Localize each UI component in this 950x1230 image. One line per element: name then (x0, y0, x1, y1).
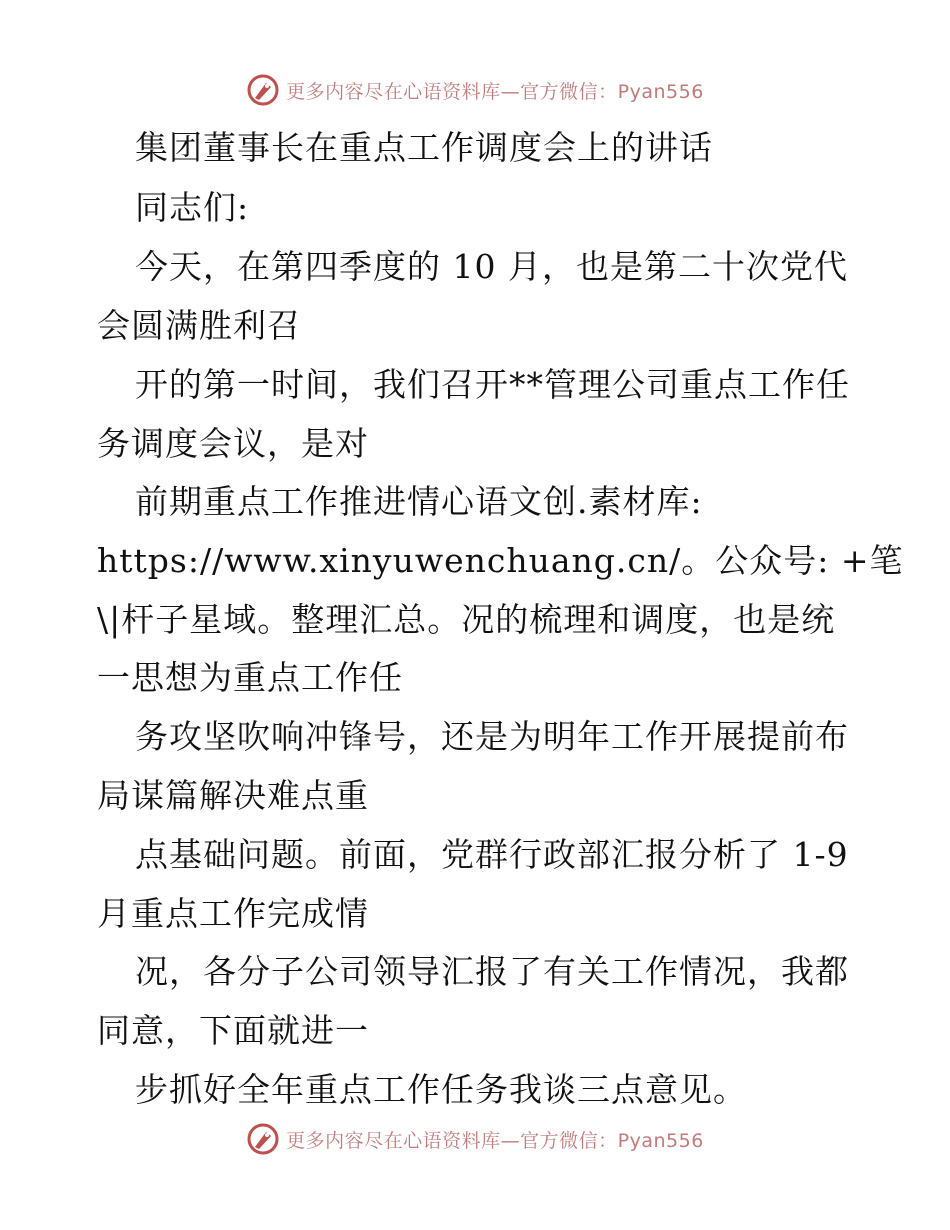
salutation: 同志们: (135, 188, 250, 227)
paragraph-line: 前期重点工作推进情心语文创.素材库: (135, 482, 703, 521)
pen-nib-circle-icon (246, 1122, 280, 1156)
paragraph-line: 点基础问题。前面，党群行政部汇报分析了 1-9 (135, 835, 849, 874)
watermark-text: 更多内容尽在心语资料库—官方微信：Pyan556 (286, 80, 704, 103)
paragraph-line: 开的第一时间，我们召开**管理公司重点工作任 (135, 365, 850, 404)
paragraph-line: 同意，下面就进一 (97, 1011, 369, 1050)
pen-nib-circle-icon (246, 73, 280, 107)
paragraph-line: 务攻坚吹响冲锋号，还是为明年工作开展提前布 (135, 717, 849, 756)
document-title: 集团董事长在重点工作调度会上的讲话 (135, 128, 713, 167)
paragraph-line: \|杆子星域。整理汇总。况的梳理和调度，也是统 (97, 600, 836, 639)
paragraph-line: 务调度会议，是对 (97, 424, 369, 463)
paragraph-line: 月重点工作完成情 (97, 894, 369, 933)
paragraph-line: 会圆满胜利召 (97, 306, 301, 345)
header-watermark (0, 70, 950, 110)
paragraph-line: 况，各分子公司领导汇报了有关工作情况，我都 (135, 952, 849, 991)
paragraph-line: 今天，在第四季度的 10 月，也是第二十次党代 (135, 247, 848, 286)
watermark-text: 更多内容尽在心语资料库—官方微信：Pyan556 (286, 1129, 704, 1152)
paragraph-line: 一思想为重点工作任 (97, 658, 403, 697)
footer-watermark (0, 1119, 950, 1159)
paragraph-line: https://www.xinyuwenchuang.cn/。公众号: +笔 (97, 541, 904, 580)
paragraph-line: 步抓好全年重点工作任务我谈三点意见。 (135, 1070, 747, 1109)
paragraph-line: 局谋篇解决难点重 (97, 776, 369, 815)
